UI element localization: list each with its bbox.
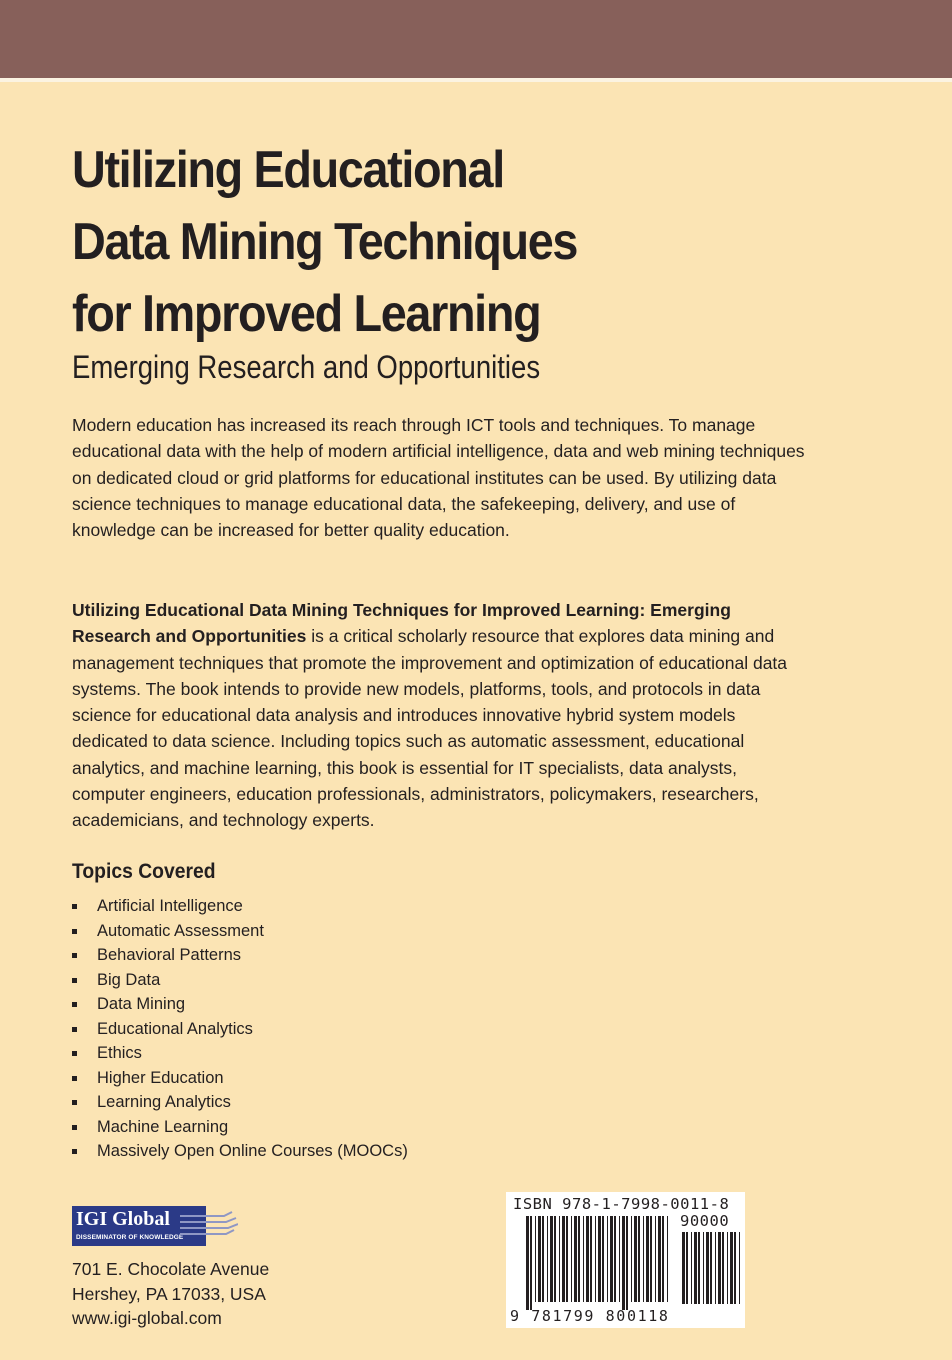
barcode-addon-code: 90000 (680, 1212, 730, 1230)
topic-item (72, 1017, 408, 1042)
barcode-bar (566, 1216, 568, 1302)
square-bullet-icon (72, 904, 77, 909)
topic-item (72, 1090, 408, 1115)
topic-label: Educational Analytics (97, 1019, 253, 1038)
topic-item (72, 894, 408, 919)
barcode-bar (722, 1232, 724, 1304)
address-street: 701 E. Chocolate Avenue (72, 1259, 270, 1279)
title-line-2: Data Mining Techniques (72, 213, 578, 271)
topic-label: Data Mining (97, 995, 186, 1013)
barcode-bar (547, 1216, 548, 1302)
barcode-bar (614, 1216, 616, 1302)
barcode-bar (658, 1216, 661, 1302)
barcode-bar (626, 1216, 628, 1310)
barcode-bar (598, 1216, 601, 1302)
barcode-bar (703, 1232, 704, 1304)
book-subtitle: Emerging Research and Opportunities (72, 349, 541, 385)
barcode-bar (595, 1216, 596, 1302)
topic-label: Ethics (97, 1044, 142, 1062)
topic-label: Higher Education (97, 1068, 224, 1087)
topics-heading: Topics Covered (72, 860, 216, 883)
topic-label: Learning Analytics (97, 1093, 231, 1111)
barcode-bar (686, 1232, 688, 1304)
barcode-bar (715, 1232, 716, 1304)
square-bullet-icon (72, 1051, 77, 1056)
barcode-bar (602, 1216, 604, 1302)
topics-list (72, 894, 408, 1164)
square-bullet-icon (72, 1100, 77, 1105)
square-bullet-icon (72, 1125, 77, 1130)
isbn-label: ISBN 978-1-7998-0011-8 (513, 1195, 730, 1213)
square-bullet-icon (72, 1002, 77, 1007)
topic-label: Big Data (97, 970, 161, 989)
barcode-bar (634, 1216, 637, 1302)
barcode-bar (550, 1216, 553, 1302)
barcode-bar (655, 1216, 656, 1302)
top-band-divider (0, 78, 952, 82)
description-paragraph: Modern education has increased its reach through ICT tools and techniques. To manage educational data with the help of modern artificial intelligence, data and web mining techniques on dedicated cloud or grid platforms for educational institutes can be used. By utilizing data science techniques to manage educational data, the safekeeping, delivery, and use of knowledge can be increased for better quality education. (72, 415, 805, 541)
barcode-bar (643, 1216, 644, 1302)
barcode-bar (706, 1232, 709, 1304)
topic-item (72, 1115, 408, 1140)
barcode-bar (526, 1216, 529, 1310)
top-color-band (0, 0, 952, 78)
topic-item (72, 1041, 408, 1066)
publisher-website: www.igi-global.com (72, 1308, 222, 1328)
barcode-bar (530, 1216, 532, 1310)
isbn-barcode (506, 1192, 745, 1328)
title-line-3: for Improved Learning (72, 285, 541, 343)
topic-label: Behavioral Patterns (97, 946, 241, 964)
barcode-bar (554, 1216, 556, 1302)
summary-text: is a critical scholarly resource that explores data mining and management techniques that promote the improvement and optimization of educational data systems. The book intends to provide new models, platforms, tools, and protocols in data science for educational data analysis and introduces innovative hybrid system models dedicated to data science. Including topics such as automatic assessment, educational analytics, and machine learning, this book is essential for IT specialists, data analysts, computer engineers, education professionals, administrators, policymakers, researchers, academicians, and technology experts. (72, 626, 788, 831)
barcode-bar (559, 1216, 560, 1302)
title-line-1: Utilizing Educational (72, 141, 504, 199)
barcode-bar (646, 1216, 649, 1302)
barcode-bar (667, 1216, 668, 1302)
barcode-bar (574, 1216, 577, 1302)
barcode-bar (734, 1232, 736, 1304)
summary-paragraph (72, 597, 812, 834)
barcode-bar (718, 1232, 721, 1304)
logo-tagline: DISSEMINATOR OF KNOWLEDGE (76, 1234, 184, 1241)
barcode-bar (638, 1216, 640, 1302)
publisher-address (72, 1257, 269, 1331)
publisher-logo (72, 1206, 238, 1248)
barcode-bar (710, 1232, 712, 1304)
book-title (72, 134, 810, 350)
barcode-bar (538, 1216, 541, 1302)
barcode-bar (586, 1216, 589, 1302)
barcode-bar (694, 1232, 697, 1304)
square-bullet-icon (72, 1076, 77, 1081)
square-bullet-icon (72, 978, 77, 983)
address-city: Hershey, PA 17033, USA (72, 1283, 266, 1304)
topic-item (72, 992, 408, 1017)
barcode-bar (542, 1216, 544, 1302)
logo-stripes-icon (180, 1210, 238, 1242)
barcode-bar (578, 1216, 580, 1302)
square-bullet-icon (72, 953, 77, 958)
barcode-bar (619, 1216, 620, 1302)
topic-item (72, 1139, 408, 1164)
topic-label: Automatic Assessment (97, 921, 264, 940)
barcode-bar (562, 1216, 565, 1302)
logo-name: IGI Global (76, 1208, 170, 1230)
barcode-bar (590, 1216, 592, 1302)
topic-label: Artificial Intelligence (97, 897, 243, 915)
barcode-bar (607, 1216, 608, 1302)
topic-item (72, 943, 408, 968)
barcode-ean-digits: 9 781799 800118 (510, 1307, 670, 1325)
barcode-bar (622, 1216, 625, 1310)
topic-item (72, 1066, 408, 1091)
topic-item (72, 968, 408, 993)
square-bullet-icon (72, 929, 77, 934)
barcode-bar (682, 1232, 685, 1304)
barcode-bar (583, 1216, 584, 1302)
barcode-bar (698, 1232, 700, 1304)
barcode-bar (691, 1232, 692, 1304)
topic-item (72, 919, 408, 944)
barcode-bar (739, 1232, 740, 1304)
barcode-bar (650, 1216, 652, 1302)
square-bullet-icon (72, 1149, 77, 1154)
barcode-bar (571, 1216, 572, 1302)
square-bullet-icon (72, 1027, 77, 1032)
barcode-bar (631, 1216, 632, 1302)
barcode-bar (662, 1216, 664, 1302)
summary-book-title: Utilizing Educational Data Mining Techniques for Improved Learning: Emerging Research and Opportunities (72, 600, 731, 647)
topic-label: Massively Open Online Courses (MOOCs) (97, 1142, 408, 1160)
topic-label: Machine Learning (97, 1117, 229, 1136)
barcode-bar (610, 1216, 613, 1302)
barcode-bar (535, 1216, 536, 1302)
barcode-bar (730, 1232, 733, 1304)
barcode-bar (727, 1232, 728, 1304)
